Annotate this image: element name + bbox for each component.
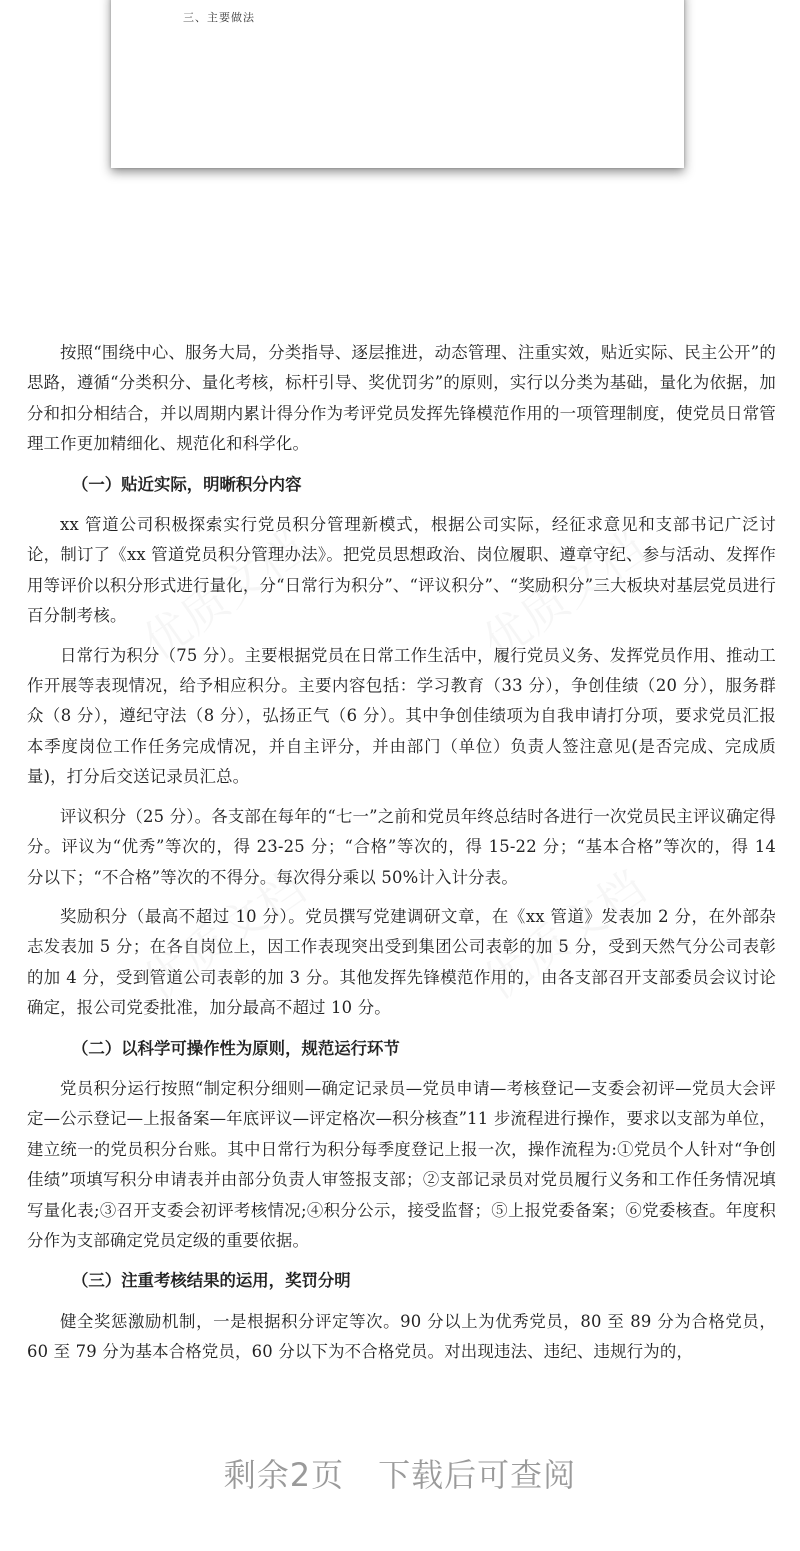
section-1-heading: （一）贴近实际，明晰积分内容 [72,474,302,494]
download-hint-label: 下载后可查阅 [378,1456,577,1494]
document-body [27,338,776,1368]
intro-paragraph: 按照“围绕中心、服务大局，分类指导、逐层推进，动态管理、注重实效，贴近实际、民主公开”的思路，遵循“分类积分、量化考核，标杆引导、奖优罚劣”的原则，实行以分类为基础，量化为依据，加分和扣分相结合，并以周期内累计得分作为考评党员发挥先锋模范作用的一项管理制度，使党员日常管理工作更加精细化、规范化和科学化。 [27,343,776,454]
paragraph: 奖励积分（最高不超过 10 分）。党员撰写党建调研文章，在《xx 管道》发表加 2 分，在外部杂志发表加 5 分；在各自岗位上，因工作表现突出受到集团公司表彰的加 5 分，受到天然气分公司表彰的加 4 分，受到管道公司表彰的加 3 分。其他发挥先锋模范作用的，由各支部召开支部委员会议讨论确定，报公司党委批准，加分最高不超过 10 分。 [27,906,776,1018]
paragraph: 党员积分运行按照“制定积分细则—确定记录员—党员申请—考核登记—支委会初评—党员大会评定—公示登记—上报备案—年底评议—评定格次—积分核查”11 步流程进行操作，要求以支部为单位，建立统一的党员积分台账。其中日常行为积分每季度登记上报一次，操作流程为:①党员个人针对“争创佳绩”项填写积分申请表并由部分负责人审签报支部；②支部记录员对党员履行义务和工作任务情况填写量化表;③召开支委会初评考核情况;④积分公示，接受监督；⑤上报党委备案；⑥党委核查。年度积分作为支部确定党员定级的重要依据。 [27,1078,776,1250]
preview-section-heading: 三、主要做法 [183,11,255,24]
paragraph: xx 管道公司积极探索实行党员积分管理新模式，根据公司实际，经征求意见和支部书记广泛讨论，制订了《xx 管道党员积分管理办法》。把党员思想政治、岗位履职、遵章守纪、参与活动、发挥作用等评价以积分形式进行量化，分“日常行为积分”、“评议积分”、“奖励积分”三大板块对基层党员进行百分制考核。 [27,515,776,626]
remaining-pages-label: 剩余2页 [223,1456,345,1494]
section-2-heading: （二）以科学可操作性为原则，规范运行环节 [72,1038,400,1058]
paragraph: 健全奖惩激励机制，一是根据积分评定等次。90 分以上为优秀党员，80 至 89 分为合格党员，60 至 79 分为基本合格党员，60 分以下为不合格党员。对出现违法、违纪、违规行为的， [27,1311,776,1362]
download-prompt[interactable] [0,1450,800,1496]
paragraph: 评议积分（25 分）。各支部在每年的“七一”之前和党员年终总结时各进行一次党员民主评议确定得分。评议为“优秀”等次的，得 23-25 分；“合格”等次的，得 15-22 分；“基本合格”等次的，得 14 分以下；“不合格”等次的不得分。每次得分乘以 50%计入计分表。 [27,806,776,887]
previous-page-preview [111,0,684,168]
paragraph: 日常行为积分（75 分）。主要根据党员在日常工作生活中，履行党员义务、发挥党员作用、推动工作开展等表现情况，给予相应积分。主要内容包括：学习教育（33 分），争创佳绩（20 分），服务群众（8 分），遵纪守法（8 分），弘扬正气（6 分）。其中争创佳绩项为自我申请打分项，要求党员汇报本季度岗位工作任务完成情况，并自主评分，并由部门（单位）负责人签注意见(是否完成、完成质量)，打分后交送记录员汇总。 [27,645,776,787]
section-3-heading: （三）注重考核结果的运用，奖罚分明 [72,1271,351,1291]
